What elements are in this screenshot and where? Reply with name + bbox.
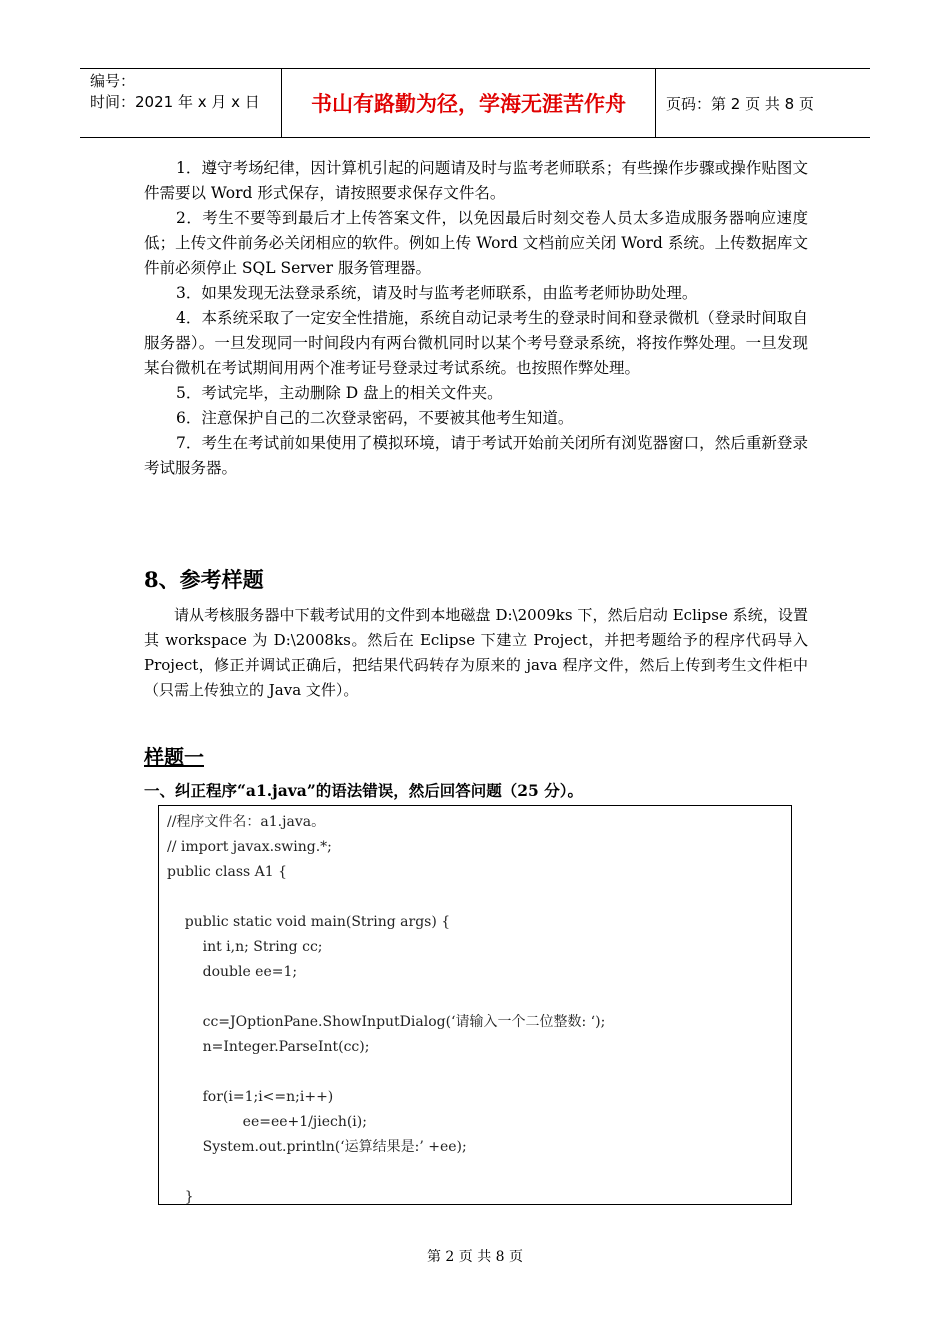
section-title: 8、参考样题 [144,567,264,592]
code-line [167,1160,791,1185]
exam-rules [144,156,808,481]
rule-item: 3．如果发现无法登录系统，请及时与监考老师联系，由监考老师协助处理。 [176,284,698,302]
rule-item: 2．考生不要等到最后才上传答案文件，以免因最后时刻交卷人员太多造成服务器响应速度低；上传文件前务必关闭相应的软件。例如上传 Word 文档前应关闭 Word 系统。上传数据库文件前必须停止 SQL Server 服务管理器。 [144,209,808,277]
code-line [167,985,791,1010]
code-line: public static void main(String args) { [167,914,451,930]
rule-item: 5．考试完毕，主动删除 D 盘上的相关文件夹。 [176,384,503,402]
sample-title: 样题一 [144,745,204,769]
code-line: for(i=1;i<=n;i++) [167,1089,334,1105]
code-line: public class A1 { [167,864,288,880]
document-date-label: 时间：2021 年 x 月 x 日 [90,93,260,111]
code-listing [158,805,792,1205]
code-line: cc=JOptionPane.ShowInputDialog(‘请输入一个二位整数: ‘); [167,1014,606,1030]
question-title: 一、纠正程序“a1.java”的语法错误，然后回答问题（25 分）。 [144,781,583,800]
code-line: ee=ee+1/jiech(i); [167,1114,367,1130]
rule-item: 1．遵守考场纪律，因计算机引起的问题请及时与监考老师联系；有些操作步骤或操作贴图文件需要以 Word 形式保存，请按照要求保存文件名。 [144,159,808,202]
header-page-label: 页码：第 2 页 共 8 页 [666,94,814,113]
rule-item: 4．本系统采取了一定安全性措施，系统自动记录考生的登录时间和登录微机（登录时间取自服务器）。一旦发现同一时间段内有两台微机同时以某个考号登录系统，将按作弊处理。一旦发现某台微机在考试期间用两个准考证号登录过考试系统。也按照作弊处理。 [144,309,808,377]
document-number-label: 编号： [90,72,136,90]
code-line: double ee=1; [167,964,298,980]
code-line [167,1060,791,1085]
code-line: int i,n; String cc; [167,939,323,955]
header-motto: 书山有路勤为径，学海无涯苦作舟 [282,69,656,137]
code-line: // import javax.swing.*; [167,839,332,855]
header-meta [80,69,282,137]
code-line: } [167,1189,194,1205]
page-footer: 第 2 页 共 8 页 [426,1249,524,1265]
code-line: n=Integer.ParseInt(cc); [167,1039,370,1055]
rule-item: 6．注意保护自己的二次登录密码，不要被其他考生知道。 [176,409,574,427]
code-line: System.out.println(‘运算结果是:’ +ee); [167,1139,467,1155]
code-line [167,885,791,910]
page-content [144,156,808,803]
section-intro: 请从考核服务器中下载考试用的文件到本地磁盘 D:\2009ks 下，然后启动 Eclipse 系统，设置其 workspace 为 D:\2008ks。然后在 Eclipse 下建立 Project，并把考题给予的程序代码导入 Project，修正并调试正确后，把结果代码转存为原来的 java 程序文件，然后上传到考生文件柜中（只需上传独立的 Java 文件）。 [144,606,808,699]
page-header [80,68,870,138]
code-line: //程序文件名：a1.java。 [167,814,326,830]
rule-item: 7．考生在考试前如果使用了模拟环境，请于考试开始前关闭所有浏览器窗口，然后重新登录考试服务器。 [144,434,808,477]
